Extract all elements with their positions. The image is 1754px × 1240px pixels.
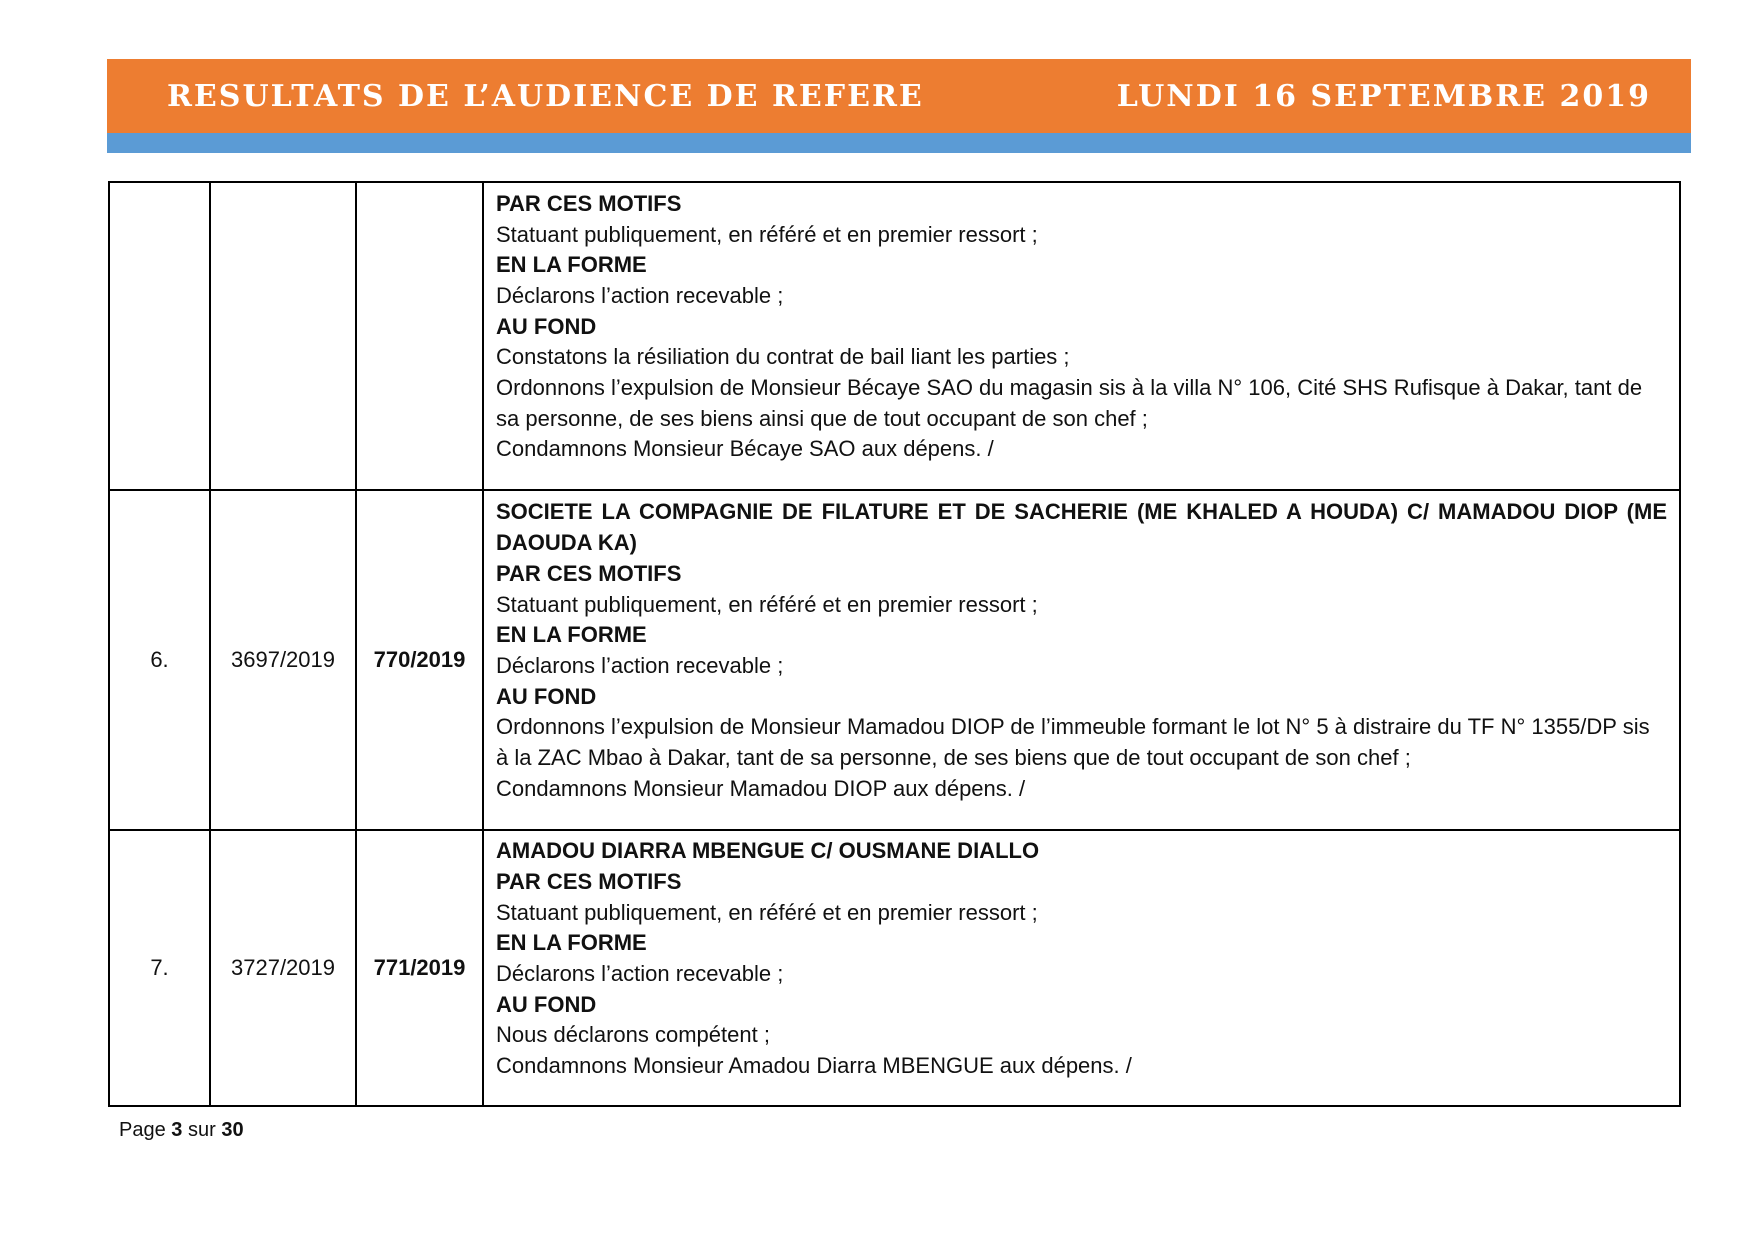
row-number-cell: 7.	[109, 830, 210, 1106]
decision-line: Ordonnons l’expulsion de Monsieur Mamadou DIOP de l’immeuble formant le lot N° 5 à distraire du TF N° 1355/DP sis à la ZAC Mbao à Dakar, tant de sa personne, de ses biens que de tout occupant de son chef ;	[496, 714, 1650, 771]
decisions-table	[108, 181, 1681, 1107]
section-heading: EN LA FORME	[496, 252, 647, 278]
section-heading: EN LA FORME	[496, 930, 647, 956]
decision-line: Statuant publiquement, en référé et en premier ressort ;	[496, 221, 1038, 247]
header-orange-band	[107, 59, 1691, 133]
decision-line: Déclarons l’action recevable ;	[496, 961, 784, 986]
decision-text-cell	[483, 490, 1680, 830]
table-row	[109, 490, 1680, 830]
decision-line: Déclarons l’action recevable ;	[496, 282, 784, 308]
table-row	[109, 830, 1680, 1106]
decision-text-cell	[483, 182, 1680, 490]
row-number-cell: 6.	[109, 490, 210, 830]
ordonnance-number-cell: 771/2019	[356, 830, 483, 1106]
section-heading: AU FOND	[496, 991, 597, 1017]
parties-title: AMADOU DIARRA MBENGUE C/ OUSMANE DIALLO	[496, 838, 1040, 864]
repertoire-number-cell: 3697/2019	[210, 490, 356, 830]
page-total: 30	[221, 1119, 244, 1141]
decision-line: Condamnons Monsieur Amadou Diarra MBENGUE aux dépens. /	[496, 1053, 1132, 1079]
page-label: Page	[119, 1119, 166, 1141]
decision-line: Condamnons Monsieur Mamadou DIOP aux dépens. /	[496, 775, 1026, 801]
section-heading: AU FOND	[496, 313, 597, 339]
decision-line: Ordonnons l’expulsion de Monsieur Bécaye SAO du magasin sis à la villa N° 106, Cité SHS Rufisque à Dakar, tant de sa personne, de ses biens ainsi que de tout occupant de son chef ;	[496, 375, 1643, 431]
repertoire-number-cell	[210, 182, 356, 490]
table-row	[109, 182, 1680, 490]
decision-line: Déclarons l’action recevable ;	[496, 653, 784, 678]
section-heading: AU FOND	[496, 683, 597, 709]
ordonnance-number-cell: 770/2019	[356, 490, 483, 830]
section-heading: PAR CES MOTIFS	[496, 868, 682, 894]
page-header-banner	[107, 59, 1691, 153]
section-heading: EN LA FORME	[496, 622, 647, 648]
section-heading: PAR CES MOTIFS	[496, 560, 682, 586]
decision-line: Nous déclarons compétent ;	[496, 1022, 770, 1048]
repertoire-number-cell: 3727/2019	[210, 830, 356, 1106]
parties-title: SOCIETE LA COMPAGNIE DE FILATURE ET DE SACHERIE (ME KHALED A HOUDA) C/ MAMADOU DIOP (ME DAOUDA KA)	[496, 499, 1667, 556]
page-counter	[119, 1119, 244, 1142]
decisions-table-body	[109, 182, 1680, 1106]
section-heading: PAR CES MOTIFS	[496, 190, 682, 216]
decision-line: Constatons la résiliation du contrat de bail liant les parties ;	[496, 344, 1070, 370]
decision-line: Statuant publiquement, en référé et en premier ressort ;	[496, 591, 1038, 617]
header-blue-band	[107, 133, 1691, 153]
page-current: 3	[171, 1119, 183, 1141]
decision-line: Statuant publiquement, en référé et en premier ressort ;	[496, 899, 1038, 925]
header-title: RESULTATS DE L’AUDIENCE DE REFERE	[167, 78, 924, 114]
page-separator: sur	[187, 1119, 216, 1141]
decision-line: Condamnons Monsieur Bécaye SAO aux dépens. /	[496, 436, 994, 462]
decision-text-cell	[483, 830, 1680, 1106]
header-date: LUNDI 16 SEPTEMBRE 2019	[1116, 78, 1651, 114]
ordonnance-number-cell	[356, 182, 483, 490]
row-number-cell	[109, 182, 210, 490]
